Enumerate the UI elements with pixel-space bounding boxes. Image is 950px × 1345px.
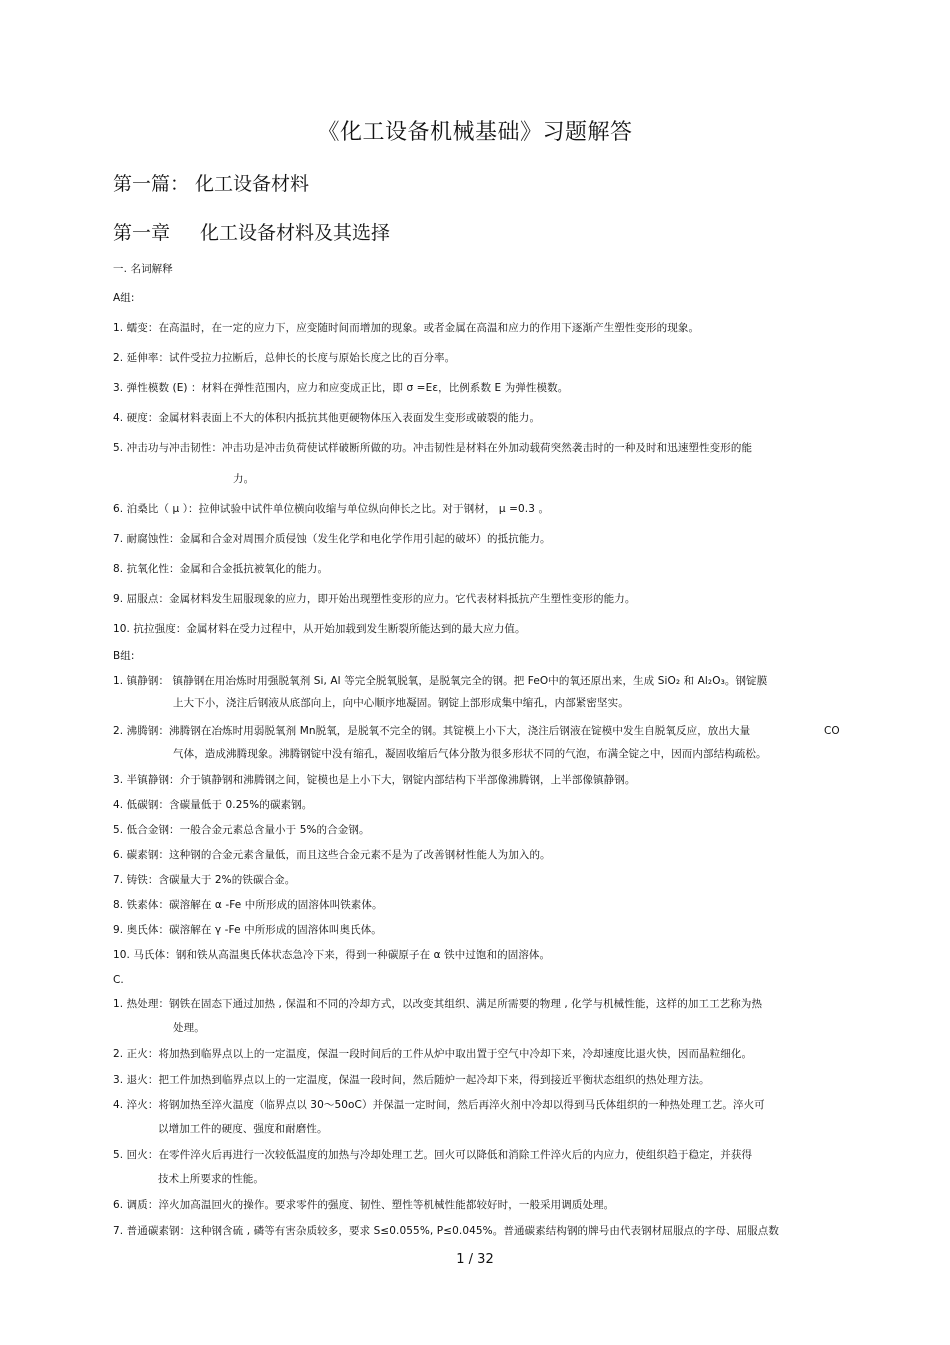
section-heading: 一. 名词解释 xyxy=(113,263,173,275)
list-item: 8. 铁素体：碳溶解在 α -Fe 中所形成的固溶体叫铁素体。 xyxy=(113,899,383,911)
group-c-label: C. xyxy=(113,974,124,986)
chapter-label: 第一章 xyxy=(113,222,171,244)
list-item: 4. 淬火：将钢加热至淬火温度（临界点以 30～50oC）并保温一定时间，然后再淬火剂中冷却以得到马氏体组织的一种热处理工艺。淬火可 xyxy=(113,1099,765,1111)
list-item: 3. 退火：把工件加热到临界点以上的一定温度，保温一段时间，然后随炉一起冷却下来，得到接近平衡状态组织的热处理方法。 xyxy=(113,1074,710,1086)
list-item: 6. 调质：淬火加高温回火的操作。要求零件的强度、韧性、塑性等机械性能都较好时，一般采用调质处理。 xyxy=(113,1199,615,1211)
list-item-continuation: 上大下小，浇注后钢液从底部向上，向中心顺序地凝固。钢锭上部形成集中缩孔，内部紧密坚实。 xyxy=(173,697,629,709)
list-item: 4. 硬度：金属材料表面上不大的体积内抵抗其他更硬物体压入表面发生变形或破裂的能力。 xyxy=(113,412,541,424)
list-item: 1. 镇静钢： 镇静钢在用冶炼时用强脱氧剂 Si, Al 等完全脱氧脱氧，是脱氧完全的钢。把 FeO中的氧还原出来，生成 SiO₂ 和 Al₂O₃。钢锭膜 xyxy=(113,675,768,687)
list-item: 2. 正火：将加热到临界点以上的一定温度，保温一段时间后的工件从炉中取出置于空气中冷却下来，冷却速度比退火快，因而晶粒细化。 xyxy=(113,1048,753,1060)
list-item: 5. 冲击功与冲击韧性：冲击功是冲击负荷使试样破断所做的功。冲击韧性是材料在外加动载荷突然袭击时的一种及时和迅速塑性变形的能 xyxy=(113,442,753,454)
chapter-name: 化工设备材料及其选择 xyxy=(200,222,391,244)
list-item-continuation: 技术上所要求的性能。 xyxy=(158,1173,264,1185)
list-item: 7. 铸铁：含碳量大于 2%的铁碳合金。 xyxy=(113,874,296,886)
list-item: 2. 沸腾钢：沸腾钢在冶炼时用弱脱氧剂 Mn脱氧，是脱氧不完全的钢。其锭模上小下大，浇注后钢液在锭模中发生自脱氧反应，放出大量 xyxy=(113,725,751,737)
list-item-fragment: CO xyxy=(824,725,840,737)
list-item: 7. 耐腐蚀性：金属和合金对周围介质侵蚀（发生化学和电化学作用引起的破坏）的抵抗能力。 xyxy=(113,533,551,545)
list-item: 10. 马氏体：钢和铁从高温奥氏体状态急冷下来，得到一种碳原子在 α 铁中过饱和的固溶体。 xyxy=(113,949,551,961)
list-item: 1. 蠕变：在高温时，在一定的应力下，应变随时间而增加的现象。或者金属在高温和应力的作用下逐渐产生塑性变形的现象。 xyxy=(113,322,700,334)
list-item: 2. 延伸率：试件受拉力拉断后，总伸长的长度与原始长度之比的百分率。 xyxy=(113,352,456,364)
list-item: 1. 热处理：钢铁在固态下通过加热 , 保温和不同的冷却方式，以改变其组织、满足所需要的物理 , 化学与机械性能，这样的加工工艺称为热 xyxy=(113,998,763,1010)
list-item-continuation: 气体，造成沸腾现象。沸腾钢锭中没有缩孔，凝固收缩后气体分散为很多形状不同的气泡，布满全锭之中，因而内部结构疏松。 xyxy=(173,748,767,760)
document-title: 《化工设备机械基础》习题解答 xyxy=(317,120,633,145)
list-item: 6. 泊桑比（ μ ）：拉伸试验中试件单位横向收缩与单位纵向伸长之比。对于钢材， μ =0.3 。 xyxy=(113,503,550,515)
list-item: 3. 弹性模数 (E) ：材料在弹性范围内，应力和应变成正比，即 σ =Eε，比例系数 E 为弹性模数。 xyxy=(113,382,569,394)
list-item-continuation: 力。 xyxy=(233,473,255,485)
list-item: 9. 奥氏体：碳溶解在 γ -Fe 中所形成的固溶体叫奥氏体。 xyxy=(113,924,382,936)
page-number: 1 / 32 xyxy=(456,1252,494,1267)
list-item: 7. 普通碳素钢：这种钢含硫 , 磷等有害杂质较多，要求 S≤0.055%, P≤0.045%。普通碳素结构钢的牌号由代表钢材屈服点的字母、屈服点数 xyxy=(113,1225,779,1237)
chapter-title xyxy=(113,218,390,245)
list-item: 6. 碳素钢：这种钢的合金元素含量低，而且这些合金元素不是为了改善钢材性能人为加入的。 xyxy=(113,849,551,861)
list-item: 4. 低碳钢：含碳量低于 0.25%的碳素钢。 xyxy=(113,799,313,811)
list-item: 5. 低合金钢：一般合金元素总含量小于 5%的合金钢。 xyxy=(113,824,370,836)
list-item: 5. 回火：在零件淬火后再进行一次较低温度的加热与冷却处理工艺。回火可以降低和消除工件淬火后的内应力，使组织趋于稳定，并获得 xyxy=(113,1149,753,1161)
group-a-label: A组: xyxy=(113,292,135,304)
list-item: 8. 抗氧化性：金属和合金抵抗被氧化的能力。 xyxy=(113,563,329,575)
list-item: 10. 抗拉强度：金属材料在受力过程中，从开始加载到发生断裂所能达到的最大应力值。 xyxy=(113,623,526,635)
group-b-label: B组: xyxy=(113,650,135,662)
list-item: 3. 半镇静钢：介于镇静钢和沸腾钢之间，锭模也是上小下大，钢锭内部结构下半部像沸腾钢，上半部像镇静钢。 xyxy=(113,774,636,786)
list-item: 9. 屈服点：金属材料发生屈服现象的应力，即开始出现塑性变形的应力。它代表材料抵抗产生塑性变形的能力。 xyxy=(113,593,636,605)
part-title: 第一篇： 化工设备材料 xyxy=(113,173,310,195)
list-item-continuation: 处理。 xyxy=(173,1022,205,1034)
list-item-continuation: 以增加工件的硬度、强度和耐磨性。 xyxy=(158,1123,328,1135)
